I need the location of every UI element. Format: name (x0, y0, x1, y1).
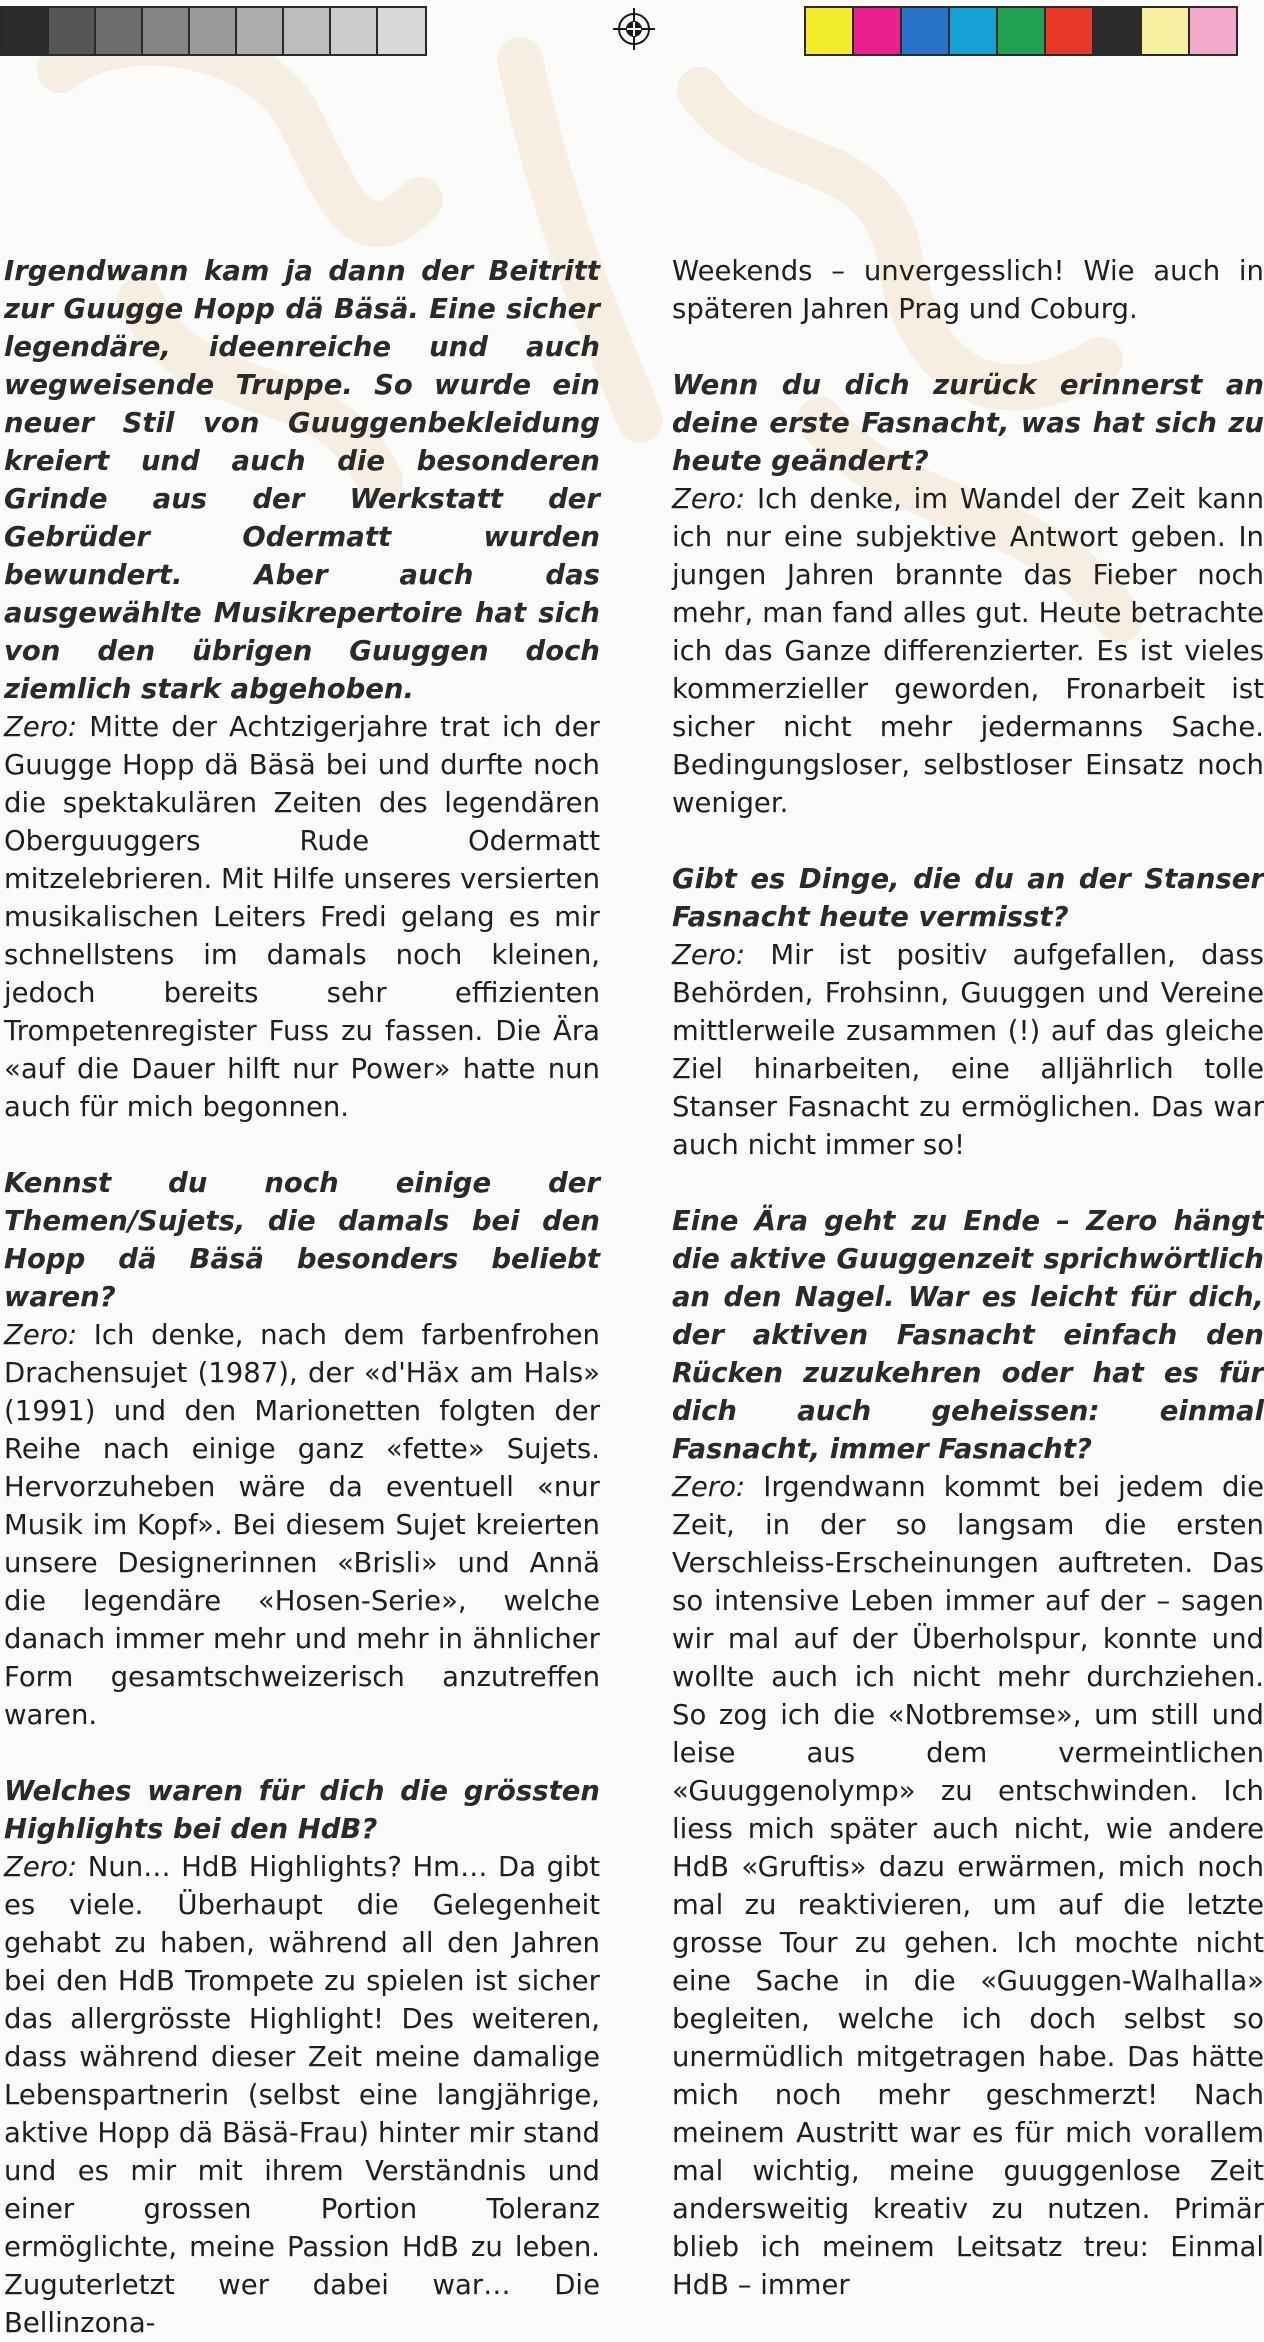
answer-text: Ich denke, im Wandel der Zeit kann ich nur eine subjektive Antwort geben. In jungen Jahren brannte das Fieber noch mehr, man fand alles gut. Heute betrachte ich das Ganze differenzierter. Es ist vieles kommerzieller geworden, Fronarbeit ist sicher nicht mehr jedermanns Sache. Bedingungsloser, selbstloser Einsatz noch weniger. (672, 483, 1264, 819)
answer-text: Nun… HdB Highlights? Hm… Da gibt es viele. Überhaupt die Gelegenheit gehabt zu haben, während all den Jahren bei den HdB Trompete zu spielen ist sicher das allergrösste Highlight! Des weiteren, dass während dieser Zeit meine damalige Lebenspartnerin (selbst eine langjährige, aktive Hopp dä Bäsä-Frau) hinter mir stand und es mir mit ihrem Verständnis und einer grossen Portion Toleranz ermöglichte, meine Passion HdB zu leben. Zuguterletzt wer dabei war… Die Bellinzona- (4, 1851, 600, 2339)
right-column (672, 252, 1264, 2304)
question-themes: Kennst du noch einige der Themen/Sujets, die damals bei den Hopp dä Bäsä besonders beliebt waren? (4, 1167, 600, 1313)
grey-swatch (237, 8, 284, 54)
answer-text: Irgendwann kommt bei jedem die Zeit, in der so langsam die ersten Verschleiss-Erscheinungen auftreten. Das so intensive Leben immer auf der – sagen wir mal auf der Überholspur, konnte und wollte auch ich nicht mehr durchziehen. So zog ich die «Notbremse», um still und leise aus dem vermeintlichen «Guuggenolymp» zu entschwinden. Ich liess mich später auch nicht, wie andere HdB «Gruftis» dazu erwärmen, mich noch mal zu reaktivieren, um auf die letzte grosse Tour zu gehen. Ich mochte nicht eine Sache in die «Guuggen-Walhalla» begleiten, welche ich doch selbst so unermüdlich mitgetragen habe. Das hätte mich noch mehr geschmerzt! Nach meinem Austritt war es für mich vorallem mal wichtig, meine guuggenlose Zeit andersweitig kreativ zu nutzen. Primär blieb ich meinem Leitsatz treu: Einmal HdB – immer (672, 1471, 1264, 2301)
question-missed: Gibt es Dinge, die du an der Stanser Fasnacht heute vermisst? (672, 863, 1264, 933)
spacer (672, 1164, 1264, 1202)
intro-answer (4, 708, 600, 1126)
answer-text: Mir ist positiv aufgefallen, dass Behörden, Frohsinn, Guuggen und Vereine mittlerweile zusammen (!) auf das gleiche Ziel hinarbeiten, eine alljährlich tolle Stanser Fasnacht zu ermöglichen. Das war auch nicht immer so! (672, 939, 1264, 1161)
answer-label: Zero: (672, 1471, 746, 1503)
grey-swatch (49, 8, 96, 54)
color-calibration-bar (804, 6, 1238, 56)
color-swatch (998, 8, 1046, 54)
spacer (672, 822, 1264, 860)
answer-highlights (4, 1848, 600, 2342)
color-swatch (902, 8, 950, 54)
left-column (4, 252, 600, 2342)
color-swatch (1094, 8, 1142, 54)
question-era-end: Eine Ära geht zu Ende – Zero hängt die aktive Guuggenzeit sprichwörtlich an den Nagel. War es leicht für dich, der aktiven Fasnacht einfach den Rücken zuzukehren oder hat es für dich auch geheissen: einmal Fasnacht, immer Fasnacht? (672, 1205, 1264, 1465)
grey-swatch (96, 8, 143, 54)
color-swatch (854, 8, 902, 54)
grey-swatch (190, 8, 237, 54)
grey-swatch (284, 8, 331, 54)
answer-text: Mitte der Achtzigerjahre trat ich der Guugge Hopp dä Bäsä bei und durfte noch die spektakulären Zeiten des legendären Oberguuggers Rude Odermatt mitzelebrieren. Mit Hilfe unseres versierten musikalischen Leiters Fredi gelang es mir schnellstens im damals noch kleinen, jedoch bereits sehr effizienten Trompetenregister Fuss zu fassen. Die Ära «auf die Dauer hilft nur Power» hatte nun auch für mich begonnen. (4, 711, 600, 1123)
color-swatch (1046, 8, 1094, 54)
spacer (4, 1734, 600, 1772)
answer-era-end (672, 1468, 1264, 2304)
answer-label: Zero: (4, 711, 78, 743)
color-swatch (1142, 8, 1190, 54)
color-swatch (806, 8, 854, 54)
grey-swatch (2, 8, 49, 54)
intro-question: Irgendwann kam ja dann der Beitritt zur Guugge Hopp dä Bäsä. Eine sicher legendäre, ideenreiche und auch wegweisende Truppe. So wurde ein neuer Stil von Guuggenbekleidung kreiert und auch die besonderen Grinde aus der Werkstatt der Gebrüder Odermatt wurden bewundert. Aber auch das ausgewählte Musikrepertoire hat sich von den übrigen Guuggen doch ziemlich stark abgehoben. (4, 255, 600, 705)
grey-swatch (143, 8, 190, 54)
answer-first-fasnacht (672, 480, 1264, 822)
question-highlights: Welches waren für dich die grössten Highlights bei den HdB? (4, 1775, 600, 1845)
answer-themes (4, 1316, 600, 1734)
color-swatch (950, 8, 998, 54)
grey-swatch (378, 8, 425, 54)
answer-text: Ich denke, nach dem farbenfrohen Drachensujet (1987), der «d'Häx am Hals» (1991) und den Marionetten folgten der Reihe nach einige ganz «fette» Sujets. Hervorzuheben wäre da eventuell «nur Musik im Kopf». Bei diesem Sujet kreierten unsere Designerinnen «Brisli» und Annä die legendäre «Hosen-Serie», welche danach immer mehr und mehr in ähnlicher Form gesamtschweizerisch anzutreffen waren. (4, 1319, 600, 1731)
answer-label: Zero: (4, 1319, 78, 1351)
question-first-fasnacht: Wenn du dich zurück erinnerst an deine erste Fasnacht, was hat sich zu heute geändert? (672, 369, 1264, 477)
answer-label: Zero: (672, 939, 746, 971)
color-swatch (1190, 8, 1238, 54)
grey-calibration-bar (0, 6, 427, 56)
answer-label: Zero: (4, 1851, 78, 1883)
answer-missed (672, 936, 1264, 1164)
registration-mark-icon (613, 8, 655, 50)
answer-label: Zero: (672, 483, 746, 515)
grey-swatch (331, 8, 378, 54)
spacer (4, 1126, 600, 1164)
continuation-text: Weekends – unvergesslich! Wie auch in späteren Jahren Prag und Coburg. (672, 255, 1264, 325)
spacer (672, 328, 1264, 366)
